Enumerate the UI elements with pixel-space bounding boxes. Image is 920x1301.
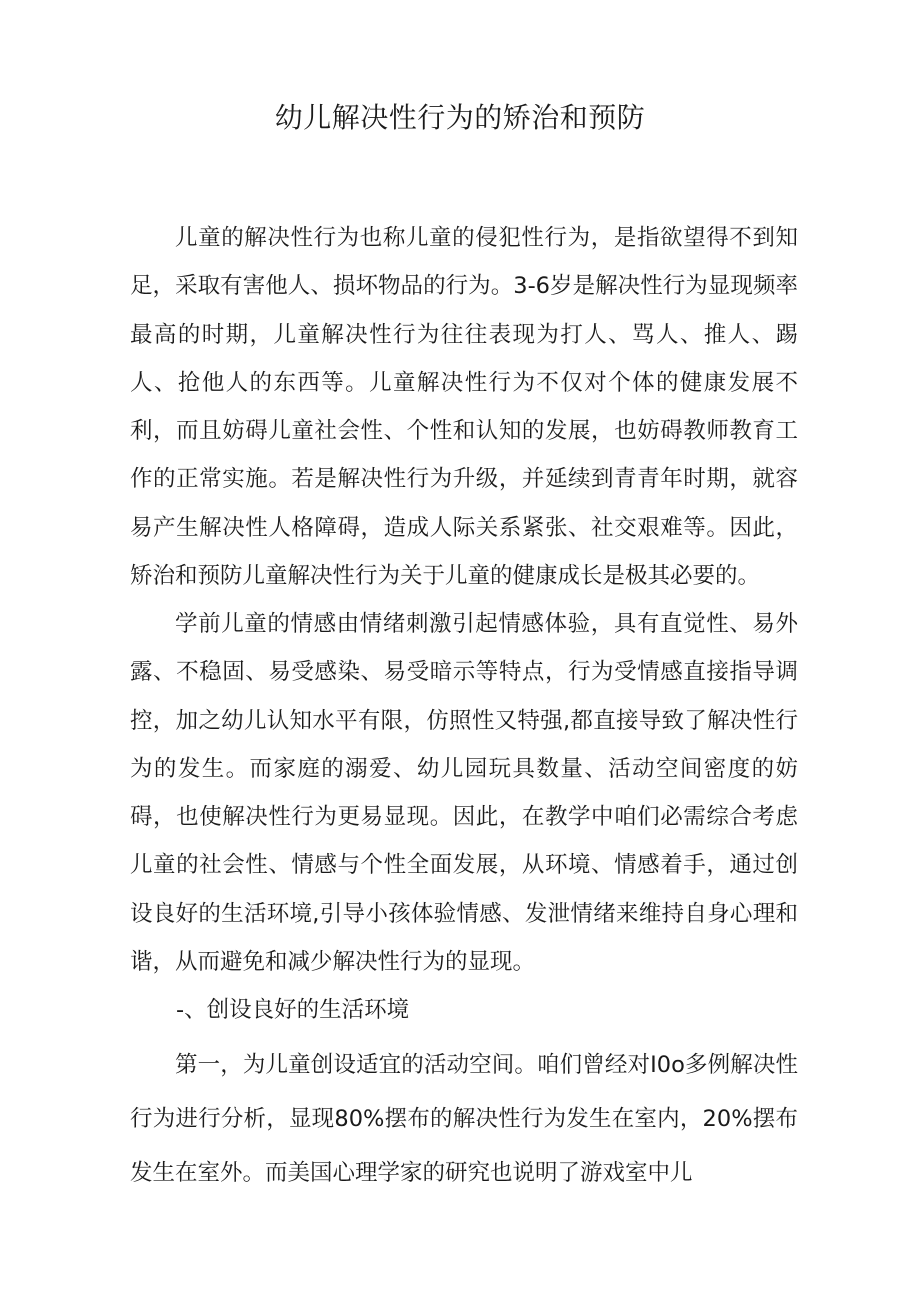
paragraph-3: 第一，为儿童创设适宜的活动空间。咱们曾经对I0o多例解决性行为进行分析，显现80%摆布的解决性行为发生在室内，20%摆布发生在室外。而美国心理学家的研究也说明了游戏室中儿 bbox=[130, 1052, 798, 1186]
paragraph-2: 学前儿童的情感由情绪刺激引起情感体验，具有直觉性、易外露、不稳固、易受感染、易受暗示等特点，行为受情感直接指导调控，加之幼儿认知水平有限，仿照性又特强,都直接导致了解决性行为的发生。而家庭的溺爱、幼儿园玩具数量、活动空间密度的妨碍，也使解决性行为更易显现。因此，在教学中咱们必需综合考虑儿童的社会性、情感与个性全面发展，从环境、情感着手，通过创设良好的生活环境,引导小孩体验情感、发泄情绪来维持自身心理和谐，从而避免和减少解决性行为的显现。 bbox=[130, 611, 798, 976]
paragraph-1: 儿童的解决性行为也称儿童的侵犯性行为，是指欲望得不到知足，采取有害他人、损坏物品的行为。3-6岁是解决性行为显现频率最高的时期，儿童解决性行为往往表现为打人、骂人、推人、踢人、抢他人的东西等。儿童解决性行为不仅对个体的健康发展不利，而且妨碍儿童社会性、个性和认知的发展，也妨碍教师教育工作的正常实施。若是解决性行为升级，并延续到青青年时期，就容易产生解决性人格障碍，造成人际关系紧张、社交艰难等。因此，矫治和预防儿童解决性行为关于儿童的健康成长是极其必要的。 bbox=[130, 225, 798, 590]
section-heading-1: -、创设良好的生活环境 bbox=[176, 997, 410, 1023]
document-title: 幼儿解决性行为的矫治和预防 bbox=[274, 101, 646, 134]
